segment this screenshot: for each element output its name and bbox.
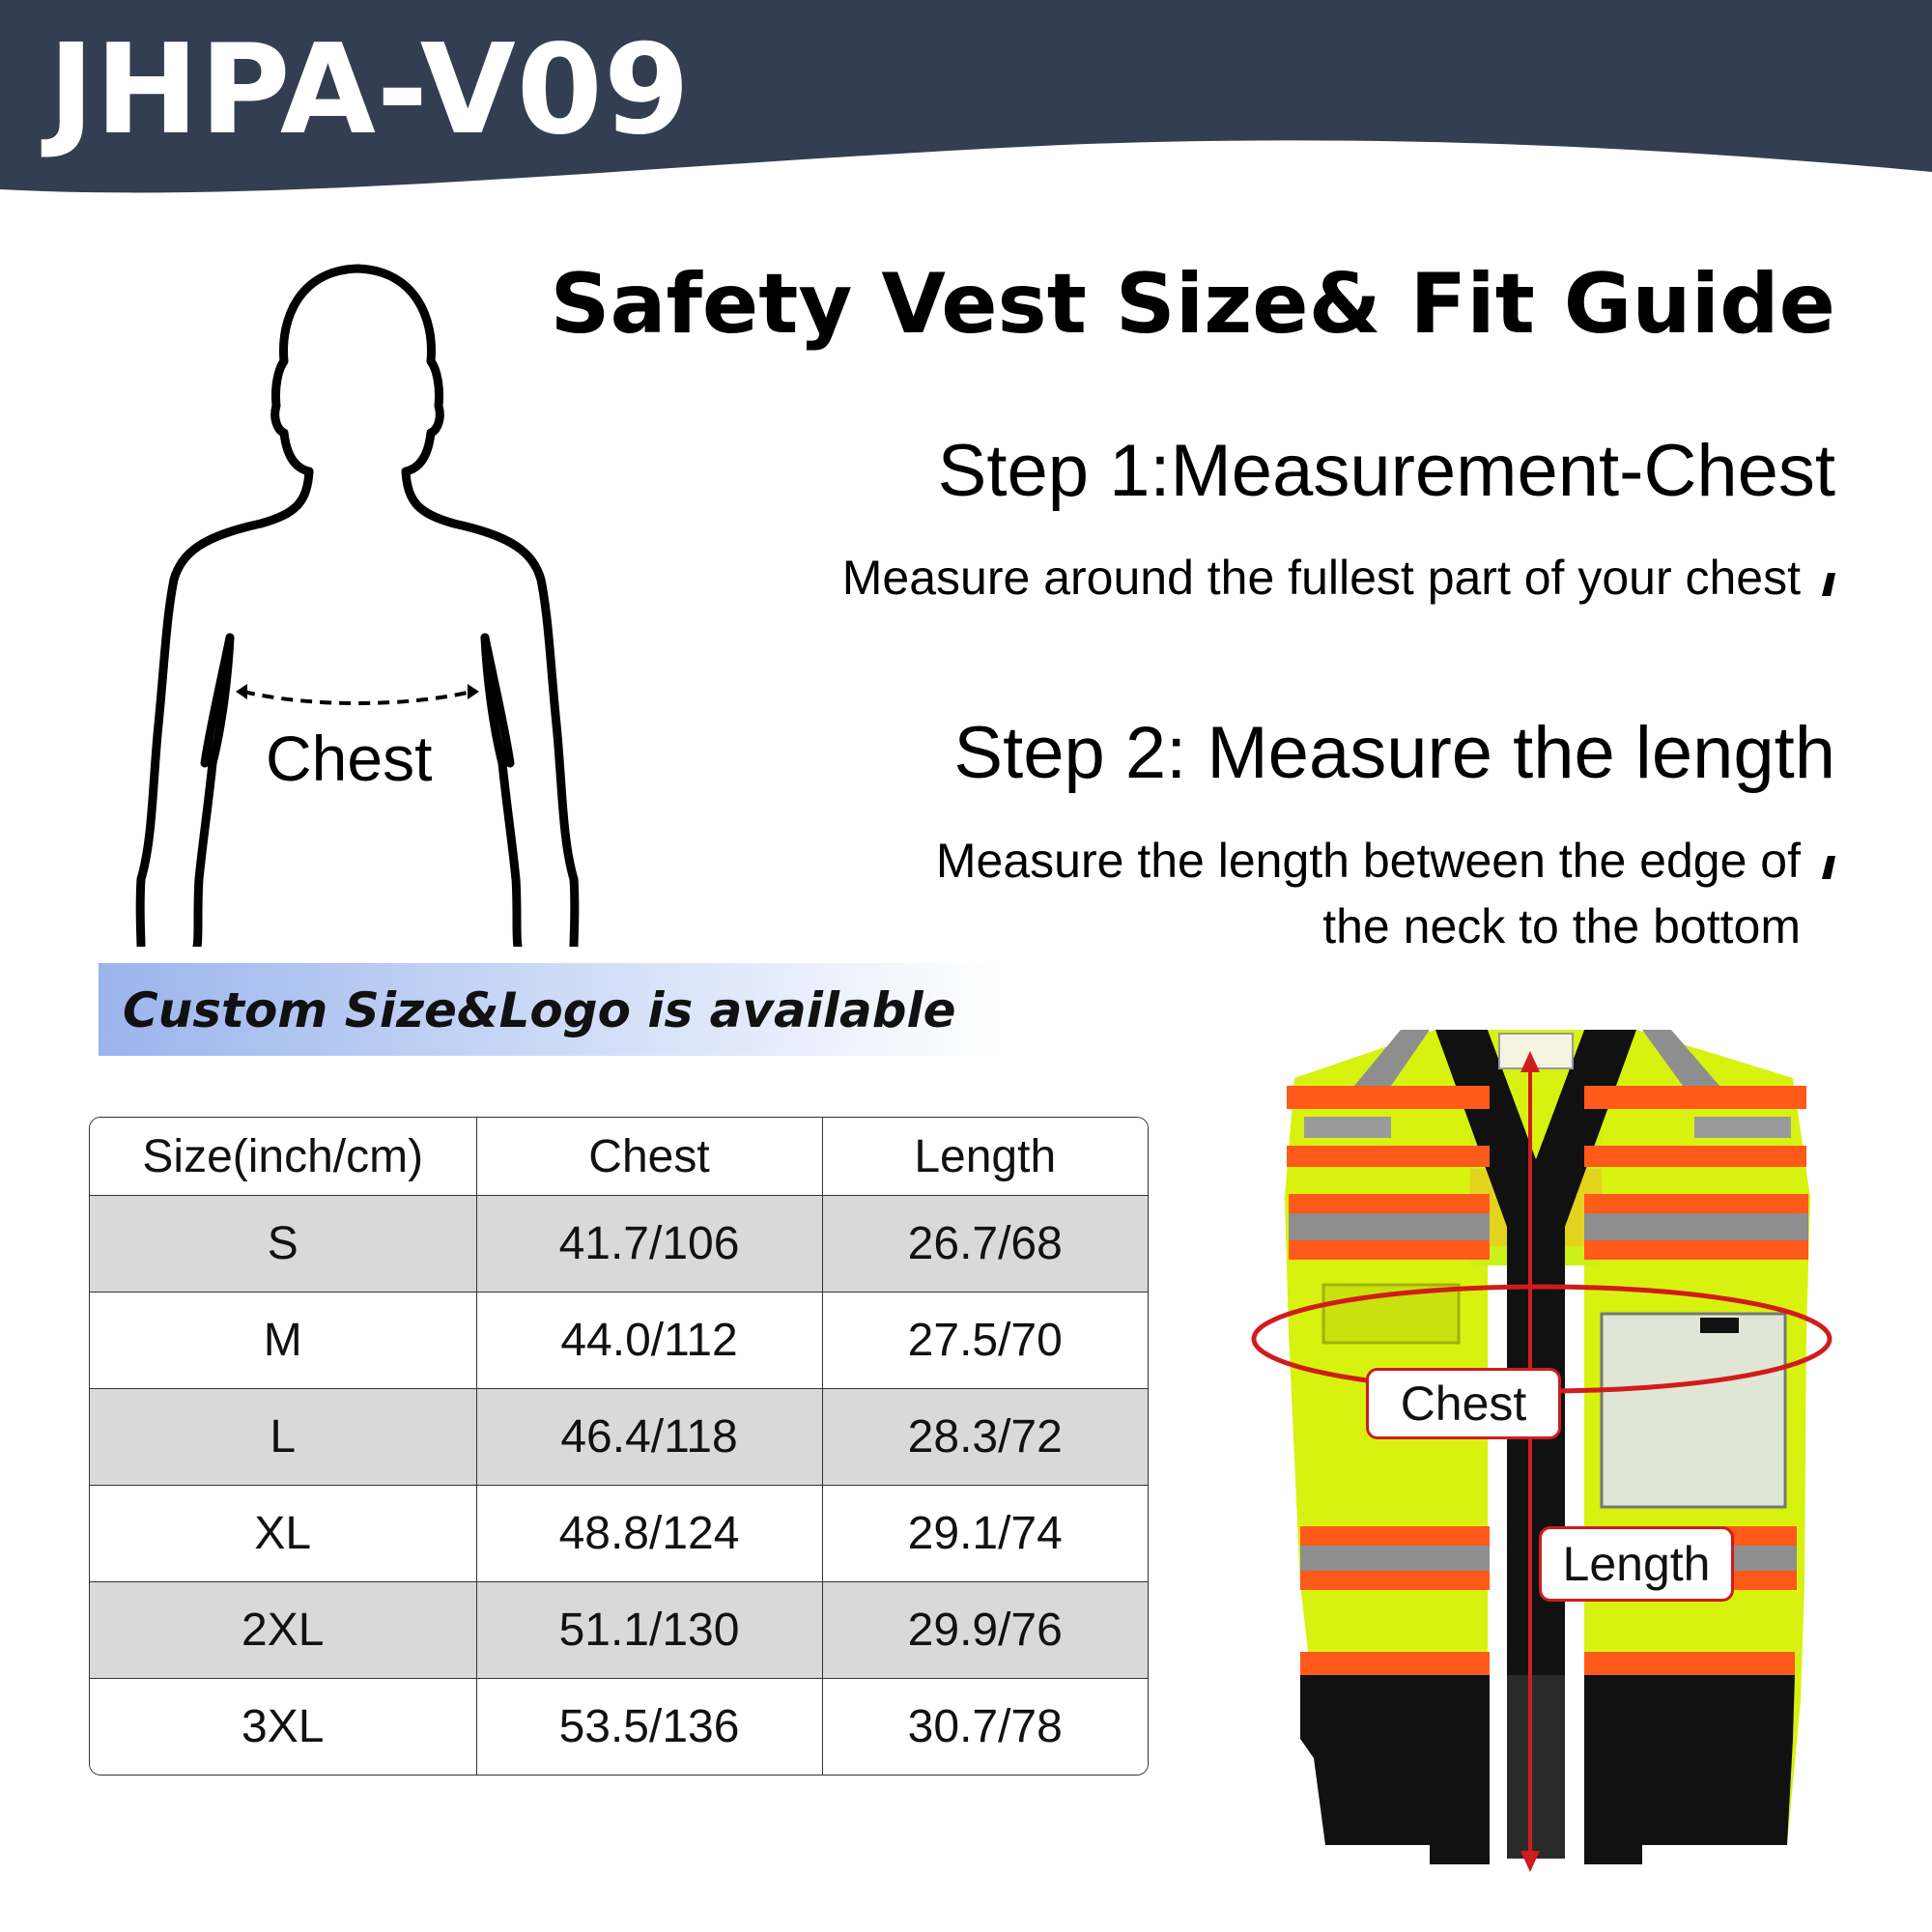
chest-cell: 46.4/118 (476, 1389, 822, 1486)
chest-cell: 51.1/130 (476, 1582, 822, 1679)
size-cell: XL (90, 1486, 476, 1582)
length-cell: 29.1/74 (822, 1486, 1148, 1582)
vest-length-label: Length (1539, 1526, 1734, 1602)
step1-title: Step 1:Measurement-Chest (937, 430, 1835, 512)
header-chest: Chest (476, 1118, 822, 1196)
step2-description-line1: Measure the length between the edge of (935, 834, 1801, 888)
table-row (90, 1389, 1148, 1486)
chest-cell: 41.7/106 (476, 1196, 822, 1293)
size-chart-table (89, 1117, 1149, 1776)
bullet-icon (1822, 573, 1835, 596)
table-header-row (90, 1118, 1148, 1196)
step1-description (842, 545, 1835, 611)
step2-title: Step 2: Measure the length (953, 712, 1835, 794)
header-size: Size(inch/cm) (90, 1118, 476, 1196)
table-row (90, 1196, 1148, 1293)
model-number: JHPA-V09 (48, 18, 691, 162)
length-cell: 28.3/72 (822, 1389, 1148, 1486)
vest-chest-label: Chest (1366, 1368, 1561, 1439)
page-title: Safety Vest Size& Fit Guide (550, 256, 1835, 353)
size-cell: L (90, 1389, 476, 1486)
custom-size-text: Custom Size&Logo is available (123, 982, 956, 1038)
size-cell: 3XL (90, 1679, 476, 1776)
chest-cell: 44.0/112 (476, 1293, 822, 1389)
size-cell: 2XL (90, 1582, 476, 1679)
body-silhouette-icon (116, 261, 618, 947)
length-cell: 29.9/76 (822, 1582, 1148, 1679)
length-cell: 30.7/78 (822, 1679, 1148, 1776)
size-cell: S (90, 1196, 476, 1293)
table-row (90, 1679, 1148, 1776)
length-cell: 27.5/70 (822, 1293, 1148, 1389)
step2-description (773, 828, 1835, 959)
header-banner (0, 0, 1932, 232)
table-row (90, 1582, 1148, 1679)
size-cell: M (90, 1293, 476, 1389)
figure-chest-label: Chest (266, 723, 433, 794)
chest-cell: 53.5/136 (476, 1679, 822, 1776)
chest-cell: 48.8/124 (476, 1486, 822, 1582)
table-row (90, 1293, 1148, 1389)
custom-size-banner (99, 963, 1001, 1056)
step1-description-text: Measure around the fullest part of your chest (841, 551, 1801, 605)
safety-vest-image (1246, 1024, 1845, 1893)
bullet-icon (1822, 856, 1835, 879)
header-length: Length (822, 1118, 1148, 1196)
table-row (90, 1486, 1148, 1582)
length-cell: 26.7/68 (822, 1196, 1148, 1293)
step2-description-line2: the neck to the bottom (1322, 899, 1801, 953)
